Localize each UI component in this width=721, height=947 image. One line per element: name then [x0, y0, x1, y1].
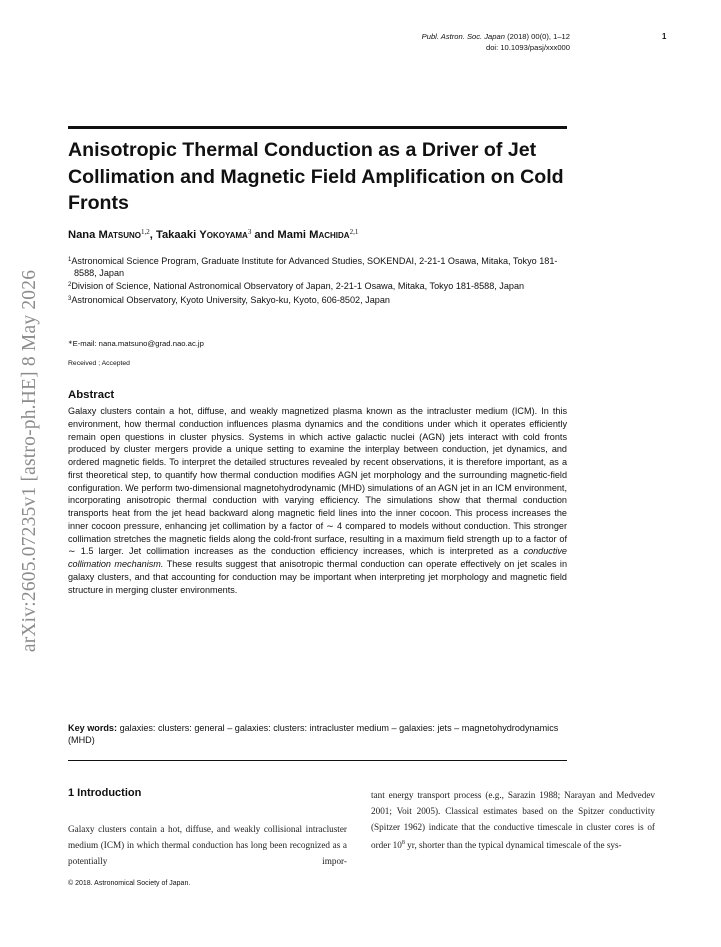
abstract-italic-phrase: conductive collimation mechanism. [68, 546, 567, 569]
journal-header [300, 32, 570, 53]
abstract-text-continued: These results suggest that anisotropic thermal conduction can operate effectively on jet scales in galaxy clusters, and that accounting for conduction may be important when interpreting jet morphology and magnetic field structure in merging cluster environments. [68, 559, 567, 595]
email-mark: ∗ [68, 340, 73, 346]
author-last-name: Machida [309, 229, 350, 241]
journal-volume-info: (2018) 00(0), 1–12 [507, 32, 570, 41]
author-separator: and [251, 229, 278, 241]
introduction-left-column: Galaxy clusters contain a hot, diffuse, and weakly collisional intracluster medium (ICM) in which thermal conduction has long been recognized as a potentially impor- [68, 824, 347, 866]
affiliation-item [68, 293, 570, 306]
author-last-name: Matsuno [98, 229, 141, 241]
author-first-name: Nana [68, 229, 96, 241]
abstract-body [68, 405, 567, 596]
affiliation-number: 1 [68, 257, 72, 263]
paper-title: Anisotropic Thermal Conduction as a Driver of Jet Collimation and Magnetic Field Amplification on Cold Fronts [68, 139, 564, 214]
abstract-heading: Abstract [68, 389, 115, 401]
journal-name: Publ. Astron. Soc. Japan [421, 32, 505, 41]
intro-right-exponent: 8 [401, 840, 405, 846]
affiliation-text: Astronomical Observatory, Kyoto University, Sakyo-ku, Kyoto, 606-8502, Japan [71, 294, 390, 305]
keywords-text: galaxies: clusters: general – galaxies: clusters: intracluster medium – galaxies: jets – magnetohydrodynamics (MHD) [68, 723, 559, 746]
author [277, 229, 358, 241]
author-list [68, 228, 568, 241]
title-top-rule [68, 126, 567, 129]
email-text: E-mail: nana.matsuno@grad.nao.ac.jp [72, 339, 204, 348]
affiliation-number: 2 [68, 282, 72, 289]
affiliation-list [68, 254, 570, 306]
arxiv-identifier-stamp [10, 236, 50, 686]
author-affiliation-mark: 3 [247, 228, 252, 236]
introduction-right-column [371, 787, 655, 853]
received-accepted-line: Received ; Accepted [68, 360, 130, 367]
author-separator: , [149, 229, 156, 241]
intro-right-text: tant energy transport process (e.g., Sarazin 1988; Narayan and Medvedev 2001; Voit 2005). Classical estimates based on the Spitzer conductivity (Spitzer 1962) indicate that the conductive timescale in cluster cores is of order 10 [371, 790, 655, 850]
corresponding-email [68, 339, 204, 348]
journal-citation-line [300, 32, 570, 43]
intro-right-text-continued: yr, shorter than the typical dynamical timescale of the sys- [404, 840, 622, 850]
keywords [68, 722, 567, 746]
author-affiliation-mark: 1,2 [140, 228, 150, 236]
affiliation-text: Astronomical Science Program, Graduate Institute for Advanced Studies, SOKENDAI, 2-21-1 Osawa, Mitaka, Tokyo 181-8588, Japan [71, 256, 558, 279]
abstract-text: Galaxy clusters contain a hot, diffuse, and weakly magnetized plasma known as the intracluster medium (ICM). In this environment, how thermal conduction influences plasma dynamics and the conditions under which it operates efficiently remain open questions in cluster physics. Systems in which active galactic nuclei (AGN) jets interact with cold fronts produced by cluster mergers provide a unique setting to examine the interplay between conduction, jet dynamics, and ordered magnetic fields. To interpret the detailed structures revealed by recent observations, it is therefore important, as a first theoretical step, to quantify how thermal conduction modifies AGN jet morphology and the surrounding magnetic-field configuration. We perform two-dimensional magnetohydrodynamic (MHD) simulations of an AGN jet in an ICM environment, incorporating anisotropic thermal conduction with varying efficiency. The simulations show that thermal conduction transports heat from the jet head backward along magnetic field lines into the inner cocoon. This process increases the inner cocoon pressure, enhancing jet collimation by a factor of ∼ 4 compared to models without conduction. This stronger collimation stretches the magnetic fields along the cold-front surface, resulting in a maximum field strength up to a factor of ∼ 1.5 larger. Jet collimation increases as the conduction efficiency increases, which is interpreted as a [68, 406, 567, 557]
affiliation-item [68, 279, 570, 292]
copyright-notice: © 2018. Astronomical Society of Japan. [68, 880, 191, 887]
journal-doi: doi: 10.1093/pasj/xxx000 [485, 42, 570, 52]
affiliation-text: Division of Science, National Astronomical Observatory of Japan, 2-21-1 Osawa, Mitaka, Tokyo 181-8588, Japan [71, 281, 525, 292]
page-number: 1 [662, 32, 667, 41]
section-heading-introduction: 1 Introduction [68, 787, 142, 799]
author-first-name: Mami [277, 229, 307, 241]
affiliation-item [68, 254, 570, 279]
keywords-label: Key words: [68, 723, 118, 733]
affiliation-number: 3 [68, 295, 72, 302]
abstract-bottom-rule [68, 760, 567, 761]
author [156, 229, 251, 241]
author-last-name: Yokoyama [199, 229, 248, 241]
author [68, 229, 150, 241]
author-first-name: Takaaki [155, 229, 197, 241]
arxiv-identifier-text: arXiv:2605.07235v1 [astro-ph.HE] 8 May 2026 [19, 269, 41, 653]
author-affiliation-mark: 2,1 [349, 228, 359, 236]
